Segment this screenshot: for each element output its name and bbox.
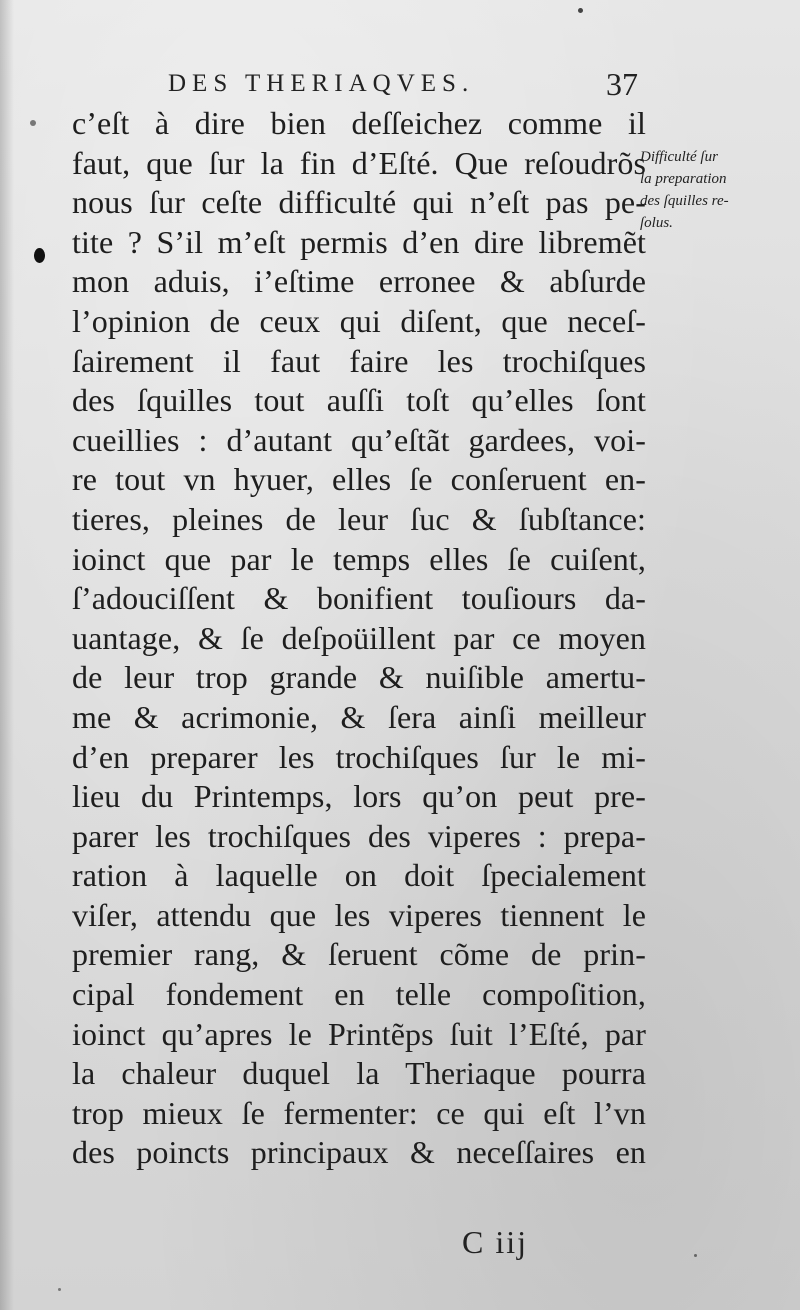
text-line: cipal fondement en telle compoſition, [72, 976, 646, 1013]
text-line: l’opinion de ceux qui diſent, que neceſ- [72, 302, 646, 339]
text-line: ration à laquelle on doit ſpecialement [72, 857, 646, 894]
text-line: d’en preparer les trochiſques ſur le mi- [72, 738, 646, 775]
paper-speck [58, 1288, 61, 1291]
text-line: trop mieux ſe fermenter: ce qui eſt l’vn [72, 1094, 646, 1131]
paper-speck [578, 8, 583, 13]
text-line: nous ſur ceſte difficulté qui n’eſt pas pe- [72, 184, 646, 221]
text-line: uantage, & ſe deſpoüillent par ce moyen [72, 619, 646, 656]
text-line: la chaleur duquel la Theriaque pourra [72, 1055, 646, 1092]
text-line: de leur trop grande & nuiſible amertu- [72, 659, 646, 696]
text-line: tite ? S’il m’eſt permis d’en dire libremẽt [72, 223, 646, 260]
text-line: premier rang, & ſeruent cõme de prin- [72, 936, 646, 973]
paper-speck [694, 1254, 697, 1257]
text-line: mon aduis, i’eſtime erronee & abſurde [72, 263, 646, 300]
text-line: me & acrimonie, & ſera ainſi meilleur [72, 698, 646, 735]
text-line: parer les trochiſques des viperes : prepa- [72, 817, 646, 854]
running-title: DES THERIAQVES. [168, 70, 475, 97]
text-line: tieres, pleines de leur ſuc & ſubſtance: [72, 500, 646, 537]
text-line: c’eſt à dire bien deſſeichez comme il [72, 105, 646, 141]
text-line: des poincts principaux & neceſſaires en [72, 1134, 646, 1171]
text-line: ioinct que par le temps elles ſe cuiſent, [72, 540, 646, 577]
text-line: re tout vn hyuer, elles ſe conſeruent en- [72, 461, 646, 498]
margin-note-line: la preparation [640, 171, 727, 187]
signature-mark: C iij [462, 1224, 529, 1260]
margin-note-line: des ſquilles re- [640, 193, 729, 209]
page-number: 37 [606, 66, 638, 102]
text-line: ioinct qu’apres le Printẽps ſuit l’Eſté, par [72, 1015, 646, 1052]
text-line: ſ’adouciſſent & bonifient touſiours da- [72, 580, 646, 617]
text-line: ſairement il faut faire les trochiſques [72, 342, 646, 379]
main-text [72, 104, 646, 1173]
text-line: faut, que ſur la fin d’Eſté. Que reſoudrõs [72, 144, 646, 181]
text-line: viſer, attendu que les viperes tiennent le [72, 896, 646, 933]
text-line: des ſquilles tout auſſi toſt qu’elles ſont [72, 382, 646, 419]
text-line: lieu du Printemps, lors qu’on peut pre- [72, 778, 646, 815]
margin-note-line: Difficulté ſur [640, 149, 718, 165]
margin-dot [30, 120, 36, 126]
margin-note [640, 146, 790, 234]
margin-note-line: ſolus. [640, 215, 673, 231]
ink-blot [34, 248, 45, 263]
page-header [168, 66, 638, 106]
text-line: cueillies : d’autant qu’eſtãt gardees, voi- [72, 421, 646, 458]
